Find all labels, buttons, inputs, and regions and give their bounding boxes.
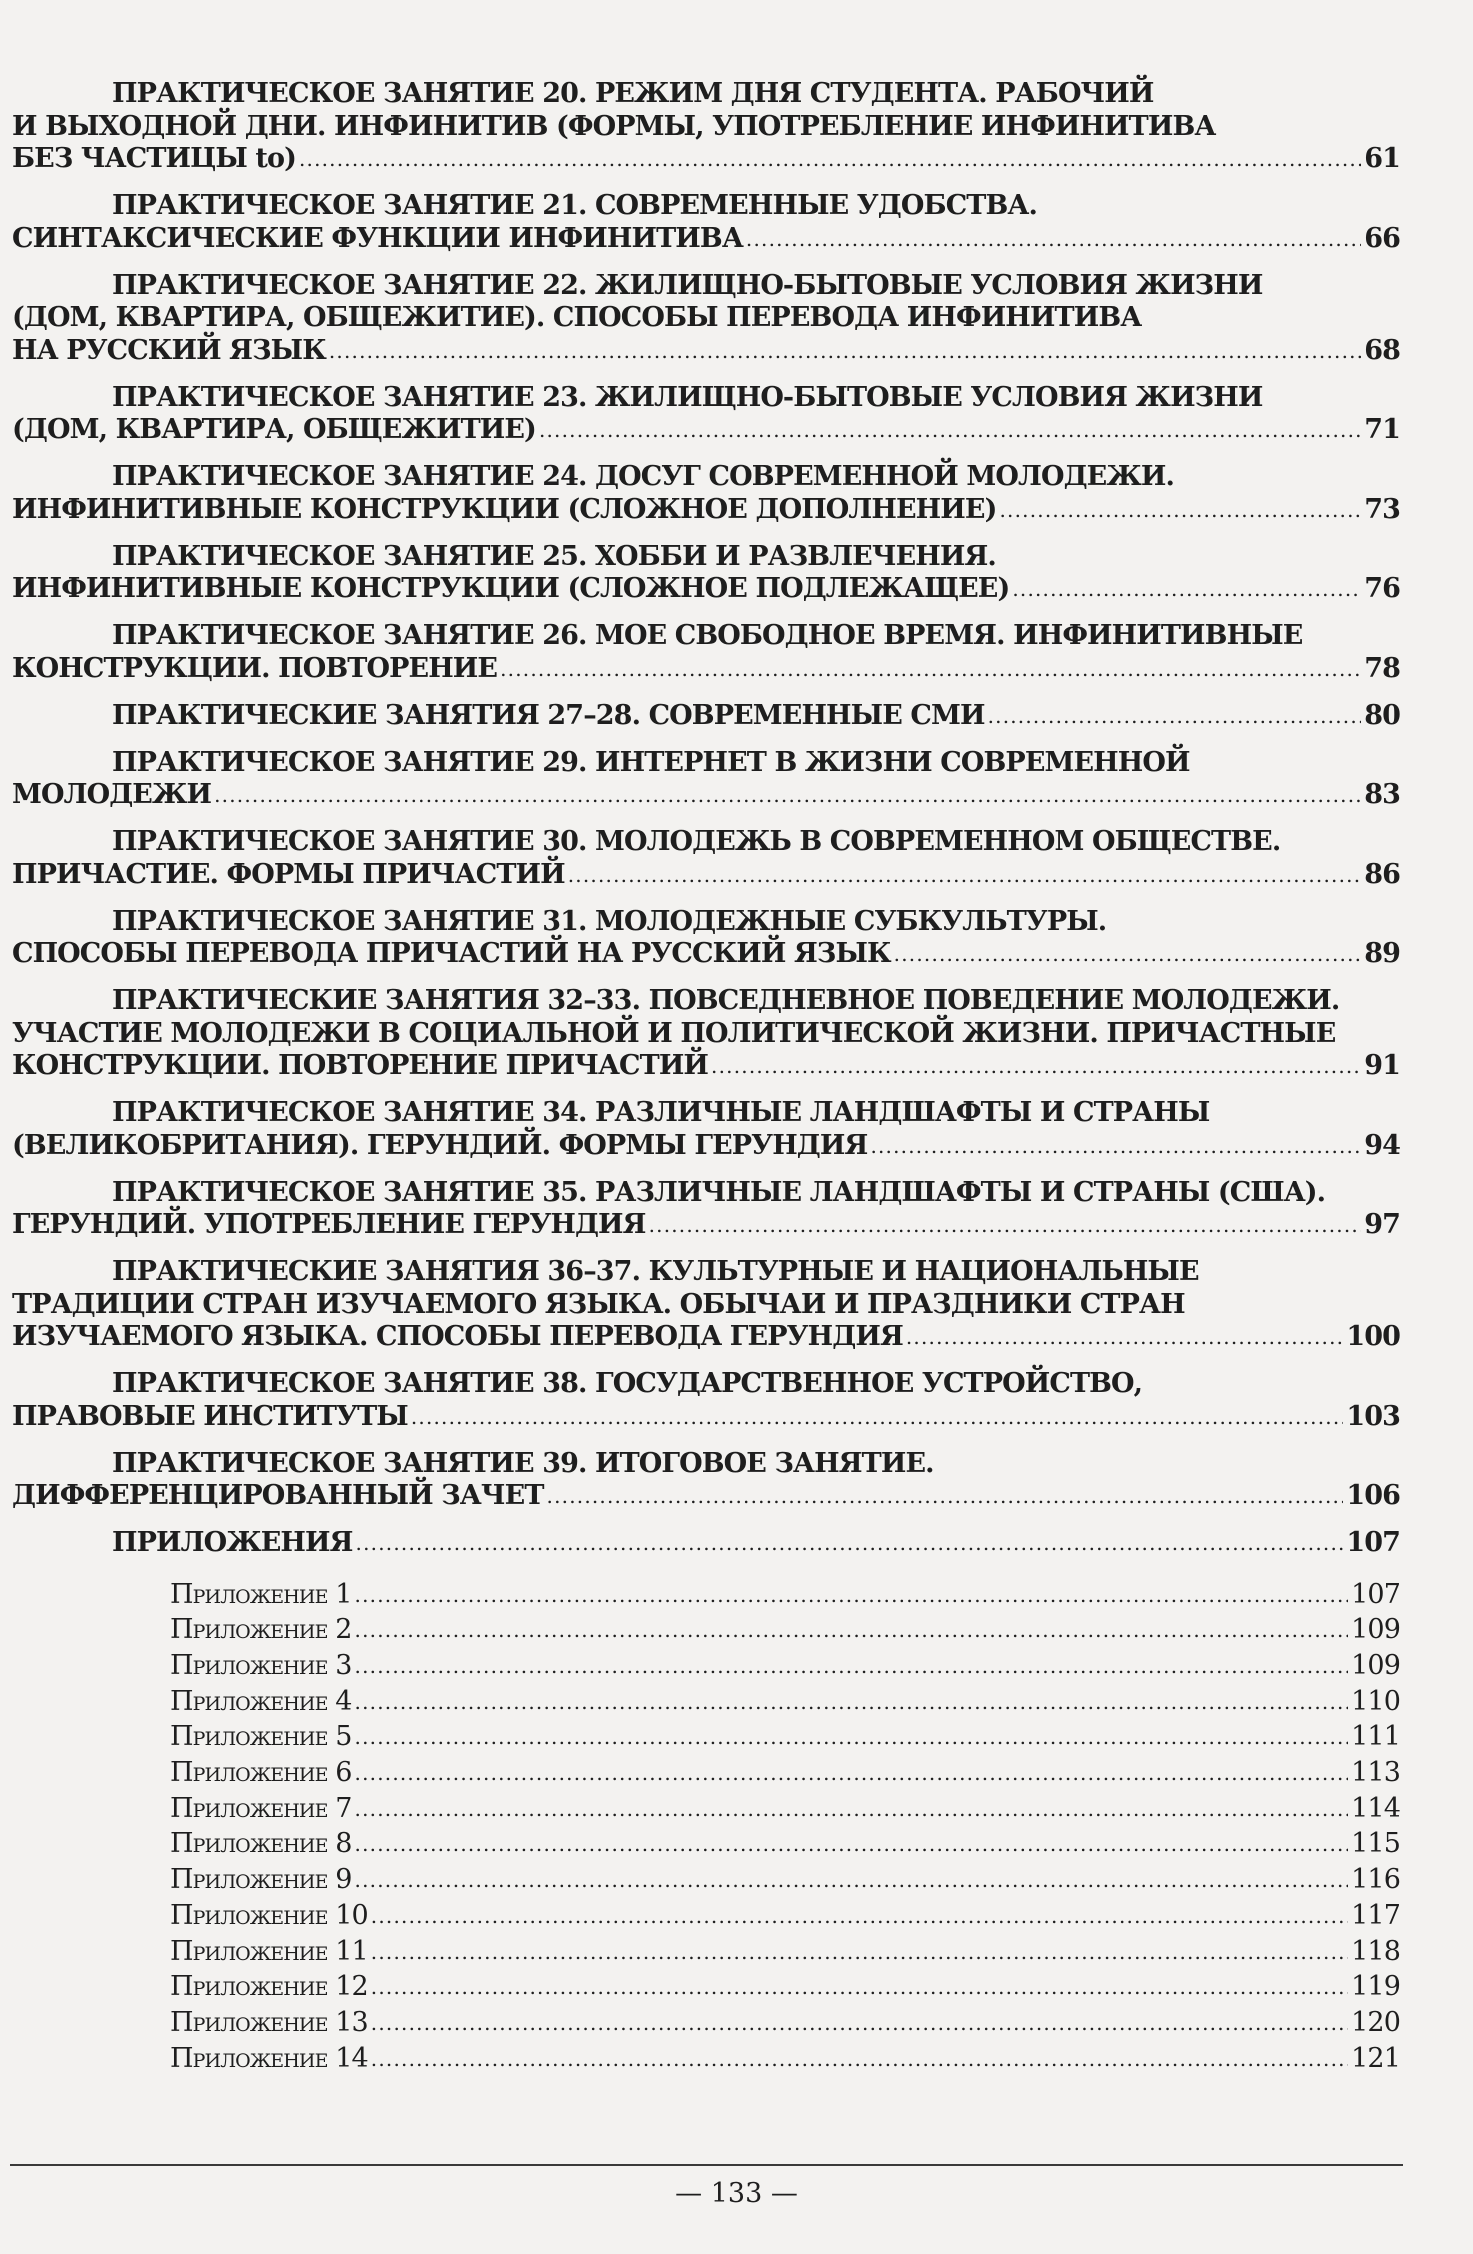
toc-entry-page: 100 (1346, 1321, 1400, 1352)
toc-entry (12, 1256, 1400, 1355)
appendix-page: 107 (1351, 1578, 1400, 1610)
toc-entry-line: ПРАКТИЧЕСКОЕ ЗАНЯТИЕ 22. ЖИЛИЩНО-БЫТОВЫЕ УСЛОВИЯ ЖИЗНИ (112, 269, 1263, 301)
toc-entry-title: НА РУССКИЙ ЯЗЫК (12, 334, 326, 366)
appendix-title: Приложение 13 (170, 2006, 368, 2038)
toc-entry-page: 76 (1364, 573, 1400, 604)
toc-entry (12, 747, 1400, 813)
appendix-page: 115 (1351, 1828, 1400, 1860)
dot-leader (870, 1130, 1361, 1163)
toc-entry-line (12, 1321, 1400, 1355)
dot-leader (568, 859, 1361, 892)
dot-leader (214, 779, 1361, 812)
appendix-item (170, 2006, 1400, 2042)
toc-entry-page: 66 (1364, 222, 1400, 254)
appendix-page: 114 (1351, 1792, 1400, 1824)
appendix-title: Приложение 1 (170, 1578, 352, 1610)
toc-entry-line (12, 1527, 1400, 1561)
toc-entry-page: 94 (1364, 1129, 1400, 1161)
dot-leader (329, 335, 1361, 368)
dot-leader (500, 653, 1361, 686)
toc-entry-title: ИЗУЧАЕМОГО ЯЗЫКА. СПОСОБЫ ПЕРЕВОДА ГЕРУНДИЯ (12, 1321, 903, 1352)
appendix-item (170, 1613, 1400, 1649)
appendices-heading-title: ПРИЛОЖЕНИЯ (112, 1527, 353, 1558)
dot-leader (356, 1527, 1344, 1560)
toc-entry-line: ПРАКТИЧЕСКОЕ ЗАНЯТИЕ 20. РЕЖИМ ДНЯ СТУДЕНТА. РАБОЧИЙ (112, 78, 1154, 109)
toc-entry-line: ПРАКТИЧЕСКОЕ ЗАНЯТИЕ 23. ЖИЛИЩНО-БЫТОВЫЕ УСЛОВИЯ ЖИЗНИ (112, 381, 1263, 413)
dot-leader (649, 1209, 1362, 1242)
appendix-item (170, 1792, 1400, 1828)
appendix-page: 109 (1351, 1649, 1400, 1681)
dot-leader (894, 938, 1362, 971)
toc-entry-line: ПРАКТИЧЕСКОЕ ЗАНЯТИЕ 34. РАЗЛИЧНЫЕ ЛАНДШАФТЫ И СТРАНЫ (112, 1097, 1210, 1128)
toc-entry-title: ГЕРУНДИЙ. УПОТРЕБЛЕНИЕ ГЕРУНДИЯ (12, 1209, 646, 1240)
appendix-title: Приложение 2 (170, 1614, 352, 1646)
appendix-page: 118 (1351, 1935, 1400, 1967)
appendix-title: Приложение 7 (170, 1792, 352, 1824)
toc-entry-line: ПРАКТИЧЕСКОЕ ЗАНЯТИЕ 29. ИНТЕРНЕТ В ЖИЗНИ СОВРЕМЕННОЙ (112, 746, 1190, 778)
toc-entry-line: ПРАКТИЧЕСКИЕ ЗАНЯТИЯ 32–33. ПОВСЕДНЕВНОЕ ПОВЕДЕНИЕ МОЛОДЕЖИ. (112, 985, 1340, 1016)
toc-entry-line: ПРАКТИЧЕСКИЕ ЗАНЯТИЯ 36–37. КУЛЬТУРНЫЕ И НАЦИОНАЛЬНЫЕ (112, 1256, 1199, 1287)
dot-leader (746, 223, 1361, 256)
toc-entry-title: КОНСТРУКЦИИ. ПОВТОРЕНИЕ ПРИЧАСТИЙ (12, 1050, 709, 1081)
toc-entry-title: КОНСТРУКЦИИ. ПОВТОРЕНИЕ (12, 652, 498, 684)
toc-entry-page: 83 (1364, 779, 1400, 810)
toc-entry (12, 985, 1400, 1084)
appendix-title: Приложение 8 (170, 1828, 352, 1860)
toc-entry-title: ПРАКТИЧЕСКИЕ ЗАНЯТИЯ 27–28. СОВРЕМЕННЫЕ СМИ (112, 699, 985, 731)
appendix-item (170, 1685, 1400, 1721)
dot-leader (371, 1936, 1348, 1970)
appendix-page: 116 (1351, 1864, 1400, 1896)
toc-entry (12, 826, 1400, 892)
appendix-item (170, 1935, 1400, 1971)
toc-entry-title: СПОСОБЫ ПЕРЕВОДА ПРИЧАСТИЙ НА РУССКИЙ ЯЗЫК (12, 938, 891, 969)
toc-entry-line (12, 859, 1400, 893)
toc-entry (12, 541, 1400, 607)
toc-entry (12, 1368, 1400, 1434)
toc-entry-line (12, 1050, 1400, 1084)
dot-leader (371, 1971, 1348, 2005)
dot-leader (999, 494, 1361, 527)
appendix-item (170, 1970, 1400, 2006)
dot-leader (371, 2043, 1348, 2077)
toc-entry-line (12, 779, 1400, 813)
toc-entry-line (12, 223, 1400, 257)
toc-entry-line: ПРАКТИЧЕСКОЕ ЗАНЯТИЕ 30. МОЛОДЕЖЬ В СОВРЕМЕННОМ ОБЩЕСТВЕ. (112, 826, 1281, 857)
toc-entry-title: МОЛОДЕЖИ (12, 779, 212, 810)
toc-entry-title: (ВЕЛИКОБРИТАНИЯ). ГЕРУНДИЙ. ФОРМЫ ГЕРУНДИЯ (12, 1129, 868, 1161)
toc-entry-line (12, 414, 1400, 448)
toc-entry (12, 1177, 1400, 1243)
toc-entry-line (12, 1130, 1400, 1164)
appendices-heading-page: 107 (1346, 1527, 1400, 1558)
appendix-page: 121 (1351, 2042, 1400, 2074)
toc-entry-page: 71 (1364, 414, 1400, 445)
toc-entry-line: ПРАКТИЧЕСКОЕ ЗАНЯТИЕ 21. СОВРЕМЕННЫЕ УДОБСТВА. (112, 190, 1037, 221)
toc-entry-page: 68 (1364, 334, 1400, 366)
toc-entry (12, 1097, 1400, 1163)
appendix-item (170, 1649, 1400, 1685)
toc-entry-line (12, 1401, 1400, 1435)
toc-entry-line: ПРАКТИЧЕСКОЕ ЗАНЯТИЕ 26. МОЕ СВОБОДНОЕ ВРЕМЯ. ИНФИНИТИВНЫЕ (112, 620, 1303, 651)
appendix-title: Приложение 9 (170, 1864, 352, 1896)
appendix-item (170, 1899, 1400, 1935)
page-number: — 133 — (675, 2178, 798, 2209)
toc-entry-line (12, 573, 1400, 607)
appendix-item (170, 2042, 1400, 2078)
toc-entry-line (12, 1480, 1400, 1514)
dot-leader (355, 1757, 1349, 1791)
toc-entry-page: 103 (1346, 1400, 1400, 1432)
toc-entry-line: ПРАКТИЧЕСКОЕ ЗАНЯТИЕ 24. ДОСУГ СОВРЕМЕННОЙ МОЛОДЕЖИ. (112, 461, 1174, 492)
toc-entry-page: 78 (1364, 652, 1400, 684)
toc-entry-title: СИНТАКСИЧЕСКИЕ ФУНКЦИИ ИНФИНИТИВА (12, 222, 743, 254)
dot-leader (411, 1401, 1344, 1434)
toc-entry-line: ПРАКТИЧЕСКОЕ ЗАНЯТИЕ 31. МОЛОДЕЖНЫЕ СУБКУЛЬТУРЫ. (112, 905, 1107, 937)
toc-entry (12, 78, 1400, 177)
appendix-page: 119 (1351, 1971, 1400, 2003)
appendix-title: Приложение 4 (170, 1685, 352, 1717)
toc-entry-line: ПРАКТИЧЕСКОЕ ЗАНЯТИЕ 38. ГОСУДАРСТВЕННОЕ УСТРОЙСТВО, (112, 1368, 1143, 1399)
toc-entry-line: ПРАКТИЧЕСКОЕ ЗАНЯТИЕ 35. РАЗЛИЧНЫЕ ЛАНДШАФТЫ И СТРАНЫ (США). (112, 1176, 1326, 1208)
toc-entry-page: 89 (1364, 938, 1400, 969)
toc-entry-page: 86 (1364, 858, 1400, 890)
dot-leader (539, 414, 1361, 447)
toc-entry-title: ПРИЧАСТИЕ. ФОРМЫ ПРИЧАСТИЙ (12, 858, 565, 890)
dot-leader (355, 1579, 1349, 1613)
toc-entry-page: 106 (1346, 1480, 1400, 1511)
dot-leader (355, 1721, 1349, 1755)
appendix-page: 111 (1351, 1721, 1400, 1753)
appendix-title: Приложение 12 (170, 1971, 368, 2003)
dot-leader (355, 1614, 1349, 1648)
toc-entry-page: 61 (1364, 143, 1400, 174)
appendix-title: Приложение 14 (170, 2042, 368, 2074)
toc-entry (12, 906, 1400, 972)
dot-leader (547, 1480, 1344, 1513)
toc-entry-title: ПРАВОВЫЕ ИНСТИТУТЫ (12, 1400, 408, 1432)
appendix-page: 117 (1351, 1899, 1400, 1931)
appendix-item (170, 1720, 1400, 1756)
toc-entry-line (12, 1209, 1400, 1243)
appendix-item (170, 1827, 1400, 1863)
toc-entry-title: ДИФФЕРЕНЦИРОВАННЫЙ ЗАЧЕТ (12, 1480, 544, 1511)
toc-entry (12, 382, 1400, 448)
appendix-item (170, 1578, 1400, 1614)
toc-entry-line (12, 335, 1400, 369)
toc-entry-title: ИНФИНИТИВНЫЕ КОНСТРУКЦИИ (СЛОЖНОЕ ПОДЛЕЖАЩЕЕ) (12, 573, 1010, 604)
toc-entry (12, 1448, 1400, 1514)
toc-entry-line: ПРАКТИЧЕСКОЕ ЗАНЯТИЕ 39. ИТОГОВОЕ ЗАНЯТИЕ. (112, 1447, 934, 1479)
dot-leader (1012, 573, 1361, 606)
toc-entry (12, 620, 1400, 686)
appendix-page: 109 (1351, 1614, 1400, 1646)
toc-entry-line: УЧАСТИЕ МОЛОДЕЖИ В СОЦИАЛЬНОЙ И ПОЛИТИЧЕСКОЙ ЖИЗНИ. ПРИЧАСТНЫЕ (12, 1017, 1336, 1049)
toc-entry-title: БЕЗ ЧАСТИЦЫ to) (12, 143, 296, 174)
toc-entry-line (12, 938, 1400, 972)
dot-leader (355, 1864, 1349, 1898)
dot-leader (355, 1686, 1349, 1720)
toc-entry-line (12, 700, 1400, 734)
footer-rule (10, 2164, 1403, 2166)
dot-leader (355, 1650, 1349, 1684)
dot-leader (371, 2007, 1348, 2041)
toc-entry-line: (ДОМ, КВАРТИРА, ОБЩЕЖИТИЕ). СПОСОБЫ ПЕРЕВОДА ИНФИНИТИВА (12, 302, 1142, 333)
appendices-list (12, 1578, 1400, 2078)
toc-entry-line: ПРАКТИЧЕСКОЕ ЗАНЯТИЕ 25. ХОББИ И РАЗВЛЕЧЕНИЯ. (112, 540, 996, 572)
toc-entry-line: И ВЫХОДНОЙ ДНИ. ИНФИНИТИВ (ФОРМЫ, УПОТРЕБЛЕНИЕ ИНФИНИТИВА (12, 110, 1216, 142)
appendix-item (170, 1756, 1400, 1792)
toc-entry-page: 91 (1364, 1050, 1400, 1081)
toc-entry-line: ТРАДИЦИИ СТРАН ИЗУЧАЕМОГО ЯЗЫКА. ОБЫЧАИ И ПРАЗДНИКИ СТРАН (12, 1288, 1185, 1320)
toc-entry-line (12, 143, 1400, 177)
toc-entry (12, 190, 1400, 256)
appendix-title: Приложение 3 (170, 1649, 352, 1681)
toc-entry-title: (ДОМ, КВАРТИРА, ОБЩЕЖИТИЕ) (12, 414, 536, 445)
appendix-page: 120 (1351, 2006, 1400, 2038)
appendix-item (170, 1863, 1400, 1899)
dot-leader (371, 1900, 1348, 1934)
dot-leader (355, 1828, 1349, 1862)
toc-entry-page: 80 (1364, 699, 1400, 731)
toc-entry-title: ИНФИНИТИВНЫЕ КОНСТРУКЦИИ (СЛОЖНОЕ ДОПОЛНЕНИЕ) (12, 493, 997, 525)
dot-leader (906, 1321, 1343, 1354)
appendix-title: Приложение 11 (170, 1935, 368, 1967)
appendix-page: 110 (1351, 1685, 1400, 1717)
dot-leader (299, 143, 1361, 176)
toc-entry (12, 270, 1400, 369)
table-of-contents (12, 78, 1400, 2077)
appendix-title: Приложение 6 (170, 1757, 352, 1789)
toc-entry-line (12, 494, 1400, 528)
dot-leader (355, 1793, 1349, 1827)
dot-leader (988, 700, 1362, 733)
toc-entry-page: 97 (1364, 1209, 1400, 1240)
dot-leader (711, 1050, 1361, 1083)
appendix-title: Приложение 10 (170, 1899, 368, 1931)
toc-entry-page: 73 (1364, 493, 1400, 525)
appendices-heading (12, 1527, 1400, 1561)
toc-entry-line (12, 653, 1400, 687)
toc-entry (12, 700, 1400, 734)
toc-entry (12, 461, 1400, 527)
appendix-page: 113 (1351, 1757, 1400, 1789)
appendix-title: Приложение 5 (170, 1721, 352, 1753)
